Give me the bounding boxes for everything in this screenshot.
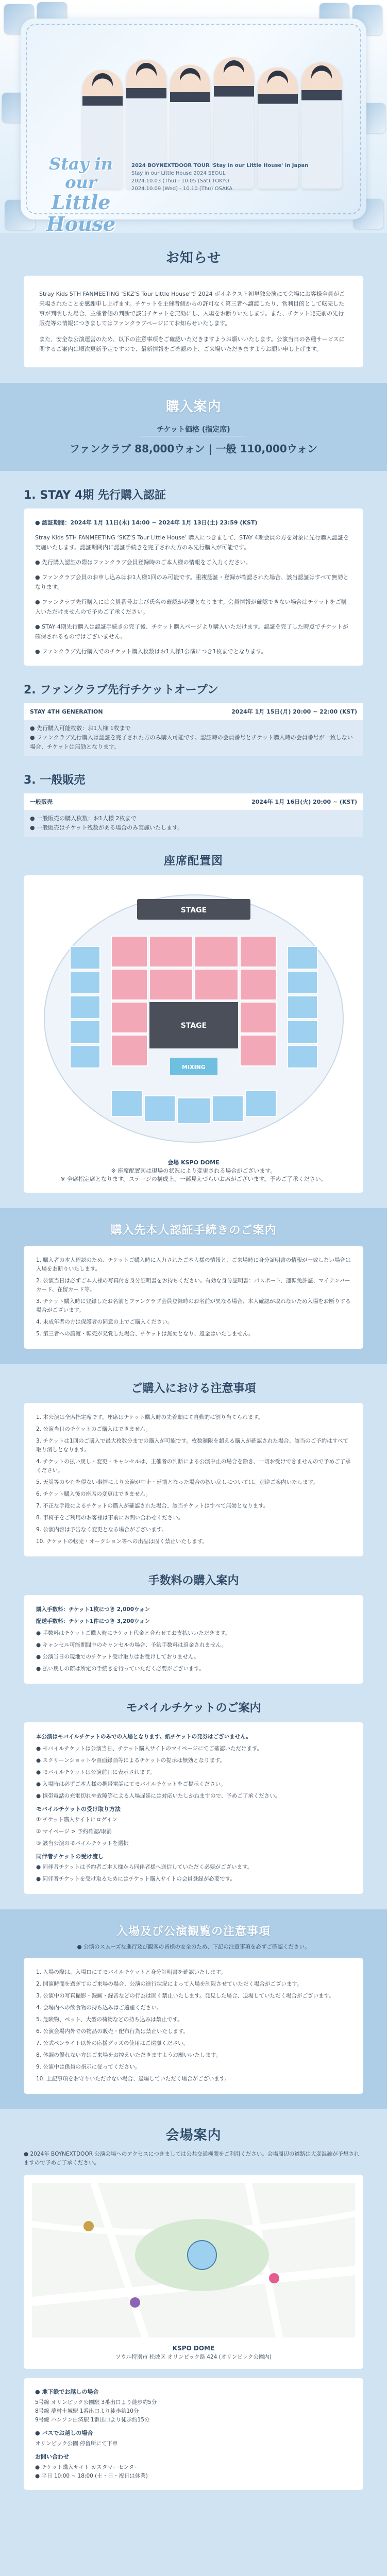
entry-item: 3. 公演中の写真撮影・録画・録音などの行為は固く禁止いたします。発見した場合、退場していただく場合がございます。 — [36, 1993, 334, 1999]
entry-subtitle: ● 公演のスムーズな進行及び観客の皆様の安全のため、下記の注意事項を必ずご確認ください。 — [77, 1944, 310, 1950]
venue-access — [24, 2378, 363, 2490]
step3-table — [24, 793, 363, 837]
entry-item: 4. 会場内への飲食物の持ち込みはご遠慮ください。 — [36, 2005, 162, 2011]
map-graphic — [32, 2183, 355, 2337]
venue-name: KSPO DOME — [172, 2345, 215, 2352]
notice-title: お知らせ — [165, 250, 222, 266]
hero-info-title: 2024 BOYNEXTDOOR TOUR 'Stay in our Little House' in Japan — [131, 163, 309, 168]
notes-item: 5. 天災等のやむを得ない事情により公演が中止・延期となった場合の払い戻しについては、別途ご案内いたします。 — [36, 1479, 318, 1485]
step1-line: ● STAY 4期先行購入は認証手続きの完了後、チケット購入ページより購入いただけます。認証を完了した時点でチケットが確保されるものではございません。 — [35, 623, 348, 640]
mobile-card — [24, 1722, 363, 1894]
step2-note: ● ファンクラブ先行購入は認証を完了された方のみ購入可能です。認証時の会員番号とチケット購入時の会員番号が一致しない場合、チケットは無効となります。 — [30, 734, 353, 750]
step3-header-right: 2024年 1月 16日(火) 20:00 ~ (KST) — [251, 799, 357, 805]
entry-item: 9. 公演中は係員の指示に従ってください。 — [36, 2064, 141, 2070]
notes-card — [24, 1403, 363, 1556]
step3-note: ● 一般販売の購入枚数：お1人様 2枚まで — [30, 815, 137, 822]
fees-item: ● 払い戻しの際は所定の手続きを行っていただく必要がございます。 — [36, 1666, 205, 1672]
venue-intro: ● 2024年 BOYNEXTDOOR 公演会場へのアクセスにつきましては公共交通機関をご利用ください。会場周辺の道路は大変混雑が予想されますので予めご了承ください。 — [24, 2151, 360, 2166]
tour-logo — [32, 155, 130, 233]
mobile-subitem: ① チケット購入サイトにログイン — [36, 1817, 117, 1823]
mobile-subheading: 同伴者チケットの受け渡し — [36, 1853, 104, 1860]
step1-title: 1. STAY 4期 先行購入認証 — [24, 489, 166, 502]
step3-note: ● 一般販売はチケット残数がある場合のみ実施いたします。 — [30, 824, 183, 831]
notes-item: 6. チケット購入後の座席の変更はできません。 — [36, 1491, 152, 1497]
venue-address: ソウル特別市 松坡区 オリンピック路 424 (オリンピック公園内) — [115, 2354, 272, 2360]
notes-item: 1. 本公演は全席指定席です。座席はチケット購入時の先着順にて自動的に割り当てられます。 — [36, 1414, 264, 1420]
entry-item: 5. 危険物、ペット、大型の荷物などの持ち込みは禁止です。 — [36, 2016, 183, 2023]
contact-item: ● 平日 10:00 ~ 18:00 (土・日・祝日は休業) — [35, 2473, 148, 2479]
identity-title: 購入先本人認証手続きのご案内 — [110, 1224, 277, 1237]
step1-line: ● ファンクラブ先行購入でのチケット購入枚数はお1人様1公演につき1枚までとなります。 — [35, 648, 267, 655]
step2-header-left: STAY 4TH GENERATION — [30, 708, 103, 715]
access-item: 9号線 ハンソン白済駅 1番出口より徒歩約15分 — [35, 2417, 150, 2423]
logo-line2: Little House — [46, 191, 116, 233]
purchase-band — [0, 383, 387, 471]
seatmap-title: 座席配置図 — [163, 855, 223, 868]
mobile-item: ● モバイルチケットは公演前日に表示されます。 — [36, 1769, 156, 1775]
entry-item: 10. 上記事項をお守りいただけない場合、退場していただく場合がございます。 — [36, 2076, 230, 2082]
purchase-title: 購入案内 — [165, 399, 222, 415]
hero-info-line: Stay in our Little House 2024 SEOUL — [131, 171, 226, 176]
notes-item: 7. 不正な手段によるチケットの購入が確認された場合、該当チケットはすべて無効となります。 — [36, 1503, 269, 1509]
fees-item: ● 手数料はチケットご購入時にチケット代金と合わせてお支払いいただきます。 — [36, 1630, 231, 1636]
mixing-label: MIXING — [181, 1064, 206, 1071]
mobile-item: ● 携帯電話の充電切れや故障等による入場遅延には対応いたしかねますので、予めご了承ください。 — [36, 1793, 281, 1799]
access-item: 8号線 夢村土城駅 1番出口より徒歩約10分 — [35, 2408, 139, 2414]
mobile-item: ● モバイルチケットは公演当日、チケット購入サイトのマイページにてご確認いただけます。 — [36, 1745, 263, 1752]
entry-band — [0, 1909, 387, 2109]
mobile-title: モバイルチケットのご案内 — [126, 1702, 261, 1715]
seatmap — [24, 875, 363, 1193]
mobile-subitem: ③ 該当公演のモバイルチケットを選択 — [36, 1840, 129, 1846]
step2-table — [24, 703, 363, 756]
seatmap-venue: 会場 KSPO DOME — [167, 1159, 220, 1166]
step1-line: ● ファンクラブ会員のお申し込みはお1人様1回のみ可能です。重複認証・登録が確認された場合、該当認証はすべて無効となります。 — [35, 574, 349, 590]
fees-item: ● キャンセル可能期間中のキャンセルの場合、予約手数料は返金されません。 — [36, 1642, 227, 1648]
fees-card — [24, 1595, 363, 1684]
seatmap-graphic — [34, 885, 354, 1153]
entry-item: 2. 開演時間を過ぎてのご来場の場合、公演の進行状況によって入場を制限させていただく場合がございます。 — [36, 1981, 302, 1987]
step1-line: ● 先行購入認証の際はファンクラブ会員登録時のご本人様の情報をご入力ください。 — [35, 559, 251, 566]
entry-item: 1. 入場の際は、入場口にてモバイルチケットと身分証明書を確認いたします。 — [36, 1969, 226, 1975]
entry-title: 入場及び公演観覧の注意事項 — [116, 1925, 271, 1938]
hero-info — [131, 162, 348, 193]
stage-top-label: STAGE — [180, 906, 207, 914]
price-value: ファンクラブ 88,000ウォン | 一般 110,000ウォン — [69, 443, 318, 455]
notice-paragraph: また、安全な公演運営のため、以下の注意事項をご確認いただきますようお願いいたします。公演当日の各種サービスに関するご案内は順次更新予定ですので、最新情報をご確認の上、ご来場いただきますようお願い申し上げます。 — [39, 336, 345, 352]
identity-item: 2. 公演当日は必ずご本人様の写真付き身分証明書をお持ちください。有効な身分証明書：パスポート、運転免許証、マイナンバーカード、在留カード等。 — [36, 1278, 350, 1293]
subway-station-icon — [83, 2221, 94, 2231]
mobile-subitem: ● 同伴者チケットは予約者ご本人様から同伴者様へ送信していただく必要がございます。 — [36, 1864, 253, 1870]
notes-title: ご購入における注意事項 — [131, 1382, 256, 1395]
notes-item: 10. チケットの転売・オークション等への出品は固く禁止いたします。 — [36, 1538, 208, 1545]
step1-line: Stray Kids 5TH FANMEETING ‘SKZ’S Tour Little House’ 購入につきまして、STAY 4期会員の方を対象に先行購入認証を実施いたします。認証期間内に認証手続きを完了された方のみ先行購入が可能です。 — [35, 534, 349, 551]
venue-title: 会場案内 — [165, 2128, 222, 2143]
contact-item: ● チケット購入サイト カスタマーセンター — [35, 2464, 140, 2470]
fees-item: 配送手数料：チケット1件につき 3,200ウォン — [36, 1618, 150, 1624]
fees-title: 手数料の購入案内 — [148, 1574, 239, 1587]
notes-item: 3. チケットは1回のご購入で最大枚数分までの購入が可能です。枚数制限を超える購入が確認された場合、該当のご予約はすべて取り消しとなります。 — [36, 1438, 349, 1453]
notes-item: 9. 公演内容は予告なく変更となる場合がございます。 — [36, 1527, 167, 1533]
mobile-item: ● 入場時は必ずご本人様の携帯電話にてモバイルチケットをご提示ください。 — [36, 1781, 226, 1787]
notes-item: 4. チケットの払い戻し・変更・キャンセルは、主催者の判断による公演中止の場合を除き、一切お受けできませんので予めご了承ください。 — [36, 1459, 351, 1473]
price-label: チケット価格 (指定席) — [141, 422, 245, 436]
mobile-subitem: ② マイページ > 予約確認/取消 — [36, 1828, 112, 1835]
stage-center-label: STAGE — [180, 1022, 207, 1030]
entry-item: 6. 公演会場内外での物品の販売・配布行為は禁止いたします。 — [36, 2028, 189, 2035]
identity-item: 1. 購入者の本人確認のため、チケットご購入時に入力されたご本人様の情報と、ご来場時に身分証明書の情報が一致しない場合は入場をお断りいたします。 — [36, 1257, 351, 1272]
step3-title: 3. 一般販売 — [24, 774, 86, 787]
entry-item: 8. 体調の優れない方はご来場をお控えいただきますようお願いいたします。 — [36, 2052, 222, 2058]
venue-marker — [188, 2241, 216, 2269]
subway-station-icon — [130, 2297, 140, 2308]
notes-item: 8. 車椅子をご利用のお客様は事前にお問い合わせください。 — [36, 1515, 184, 1521]
mobile-item: 本公演はモバイルチケットのみでの入場となります。紙チケットの発券はございません。 — [36, 1734, 251, 1740]
step2-note: ● 先行購入可能枚数：お1人様 1枚まで — [30, 725, 131, 732]
seatmap-caption — [24, 1159, 363, 1183]
access-item: 5号線 オリンピック公園駅 3番出口より徒歩約5分 — [35, 2399, 157, 2405]
notes-item: 2. 公演当日のチケットのご購入はできません。 — [36, 1426, 152, 1432]
step2-title: 2. ファンクラブ先行チケットオープン — [24, 684, 218, 697]
identity-item: 5. 第三者への譲渡・転売が発覚した場合、チケットは無効となり、返金はいたしません。 — [36, 1331, 254, 1337]
identity-card — [24, 1246, 363, 1349]
contact-heading: お問い合わせ — [35, 2453, 69, 2460]
mobile-item: ● スクリーンショットや画面録画等によるチケットの提示は無効となります。 — [36, 1757, 226, 1764]
fees-item: 購入手数料：チケット1枚につき 2,000ウォン — [36, 1606, 150, 1613]
seatmap-note: ※ 座席配置図は現場の状況により変更される場合がございます。 — [111, 1167, 276, 1174]
mobile-subheading: モバイルチケットの受け取り方法 — [36, 1806, 121, 1812]
mobile-subitem: ● 同伴者チケットを受け取るためにはチケット購入サイトの会員登録が必要です。 — [36, 1876, 236, 1882]
identity-item: 4. 未成年者の方は保護者の同意の上でご購入ください。 — [36, 1319, 173, 1325]
identity-band — [0, 1208, 387, 1364]
hero-info-line: 2024.10.09 (Wed) - 10.10 (Thu) OSAKA — [131, 186, 233, 192]
hero-banner — [0, 0, 387, 233]
logo-line1: Stay in our — [49, 154, 113, 192]
entry-item: 7. 公式ペンライト以外の応援グッズの使用はご遠慮ください。 — [36, 2040, 189, 2046]
notice-paragraph: Stray Kids 5TH FANMEETING ‘SKZ’S Tour Little House’で 2024 ボイネクスト初単独公演にて会場にお客様全員がご来場されたことを感謝申し上げます。チケットを主催者側からの許可なく第三者へ譲渡したり、営利目的として転売した事が判明した場合、主催者側の判断で該当チケットを無効にし、入場をお断りいたします。また、チケット発売前の先行販売等の情報につきましてはファンクラブページにてお知らせいたします。 — [39, 291, 345, 327]
step1-card — [24, 509, 363, 666]
step1-line: ● 認証期間：2024年 1月 11日(木) 14:00 ~ 2024年 1月 13日(土) 23:59 (KST) — [35, 519, 258, 526]
hero-info-line: 2024.10.03 (Thu) - 10.05 (Sat) TOKYO — [131, 178, 229, 184]
seatmap-note: ※ 全席指定席となります。ステージの構成上、一部見えづらいお席がございます。予めご了承ください。 — [60, 1176, 327, 1182]
step3-header-left: 一般販売 — [30, 799, 53, 805]
bus-item: オリンピック公園 停留所にて下車 — [35, 2441, 118, 2447]
notice-box — [24, 276, 363, 367]
venue-map — [24, 2175, 363, 2369]
access-heading: ● 地下鉄でお越しの場合 — [35, 2388, 99, 2395]
identity-item: 3. チケット購入時に登録したお名前とファンクラブ会員登録時のお名前が異なる場合、本人確認が取れないため入場をお断りする場合がございます。 — [36, 1298, 351, 1313]
entry-card — [24, 1958, 363, 2094]
step1-line: ● ファンクラブ先行購入には会員番号および氏名の確認が必要となります。会員情報が確認できない場合はチケットをご購入いただけませんので予めご了承ください。 — [35, 599, 347, 615]
bus-heading: ● バスでお越しの場合 — [35, 2430, 93, 2436]
subway-station-icon — [269, 2273, 279, 2283]
step2-header-right: 2024年 1月 15日(月) 20:00 ~ 22:00 (KST) — [231, 708, 357, 715]
fees-item: ● 公演当日の現地でのチケット受け取りはお受けしておりません。 — [36, 1654, 199, 1660]
